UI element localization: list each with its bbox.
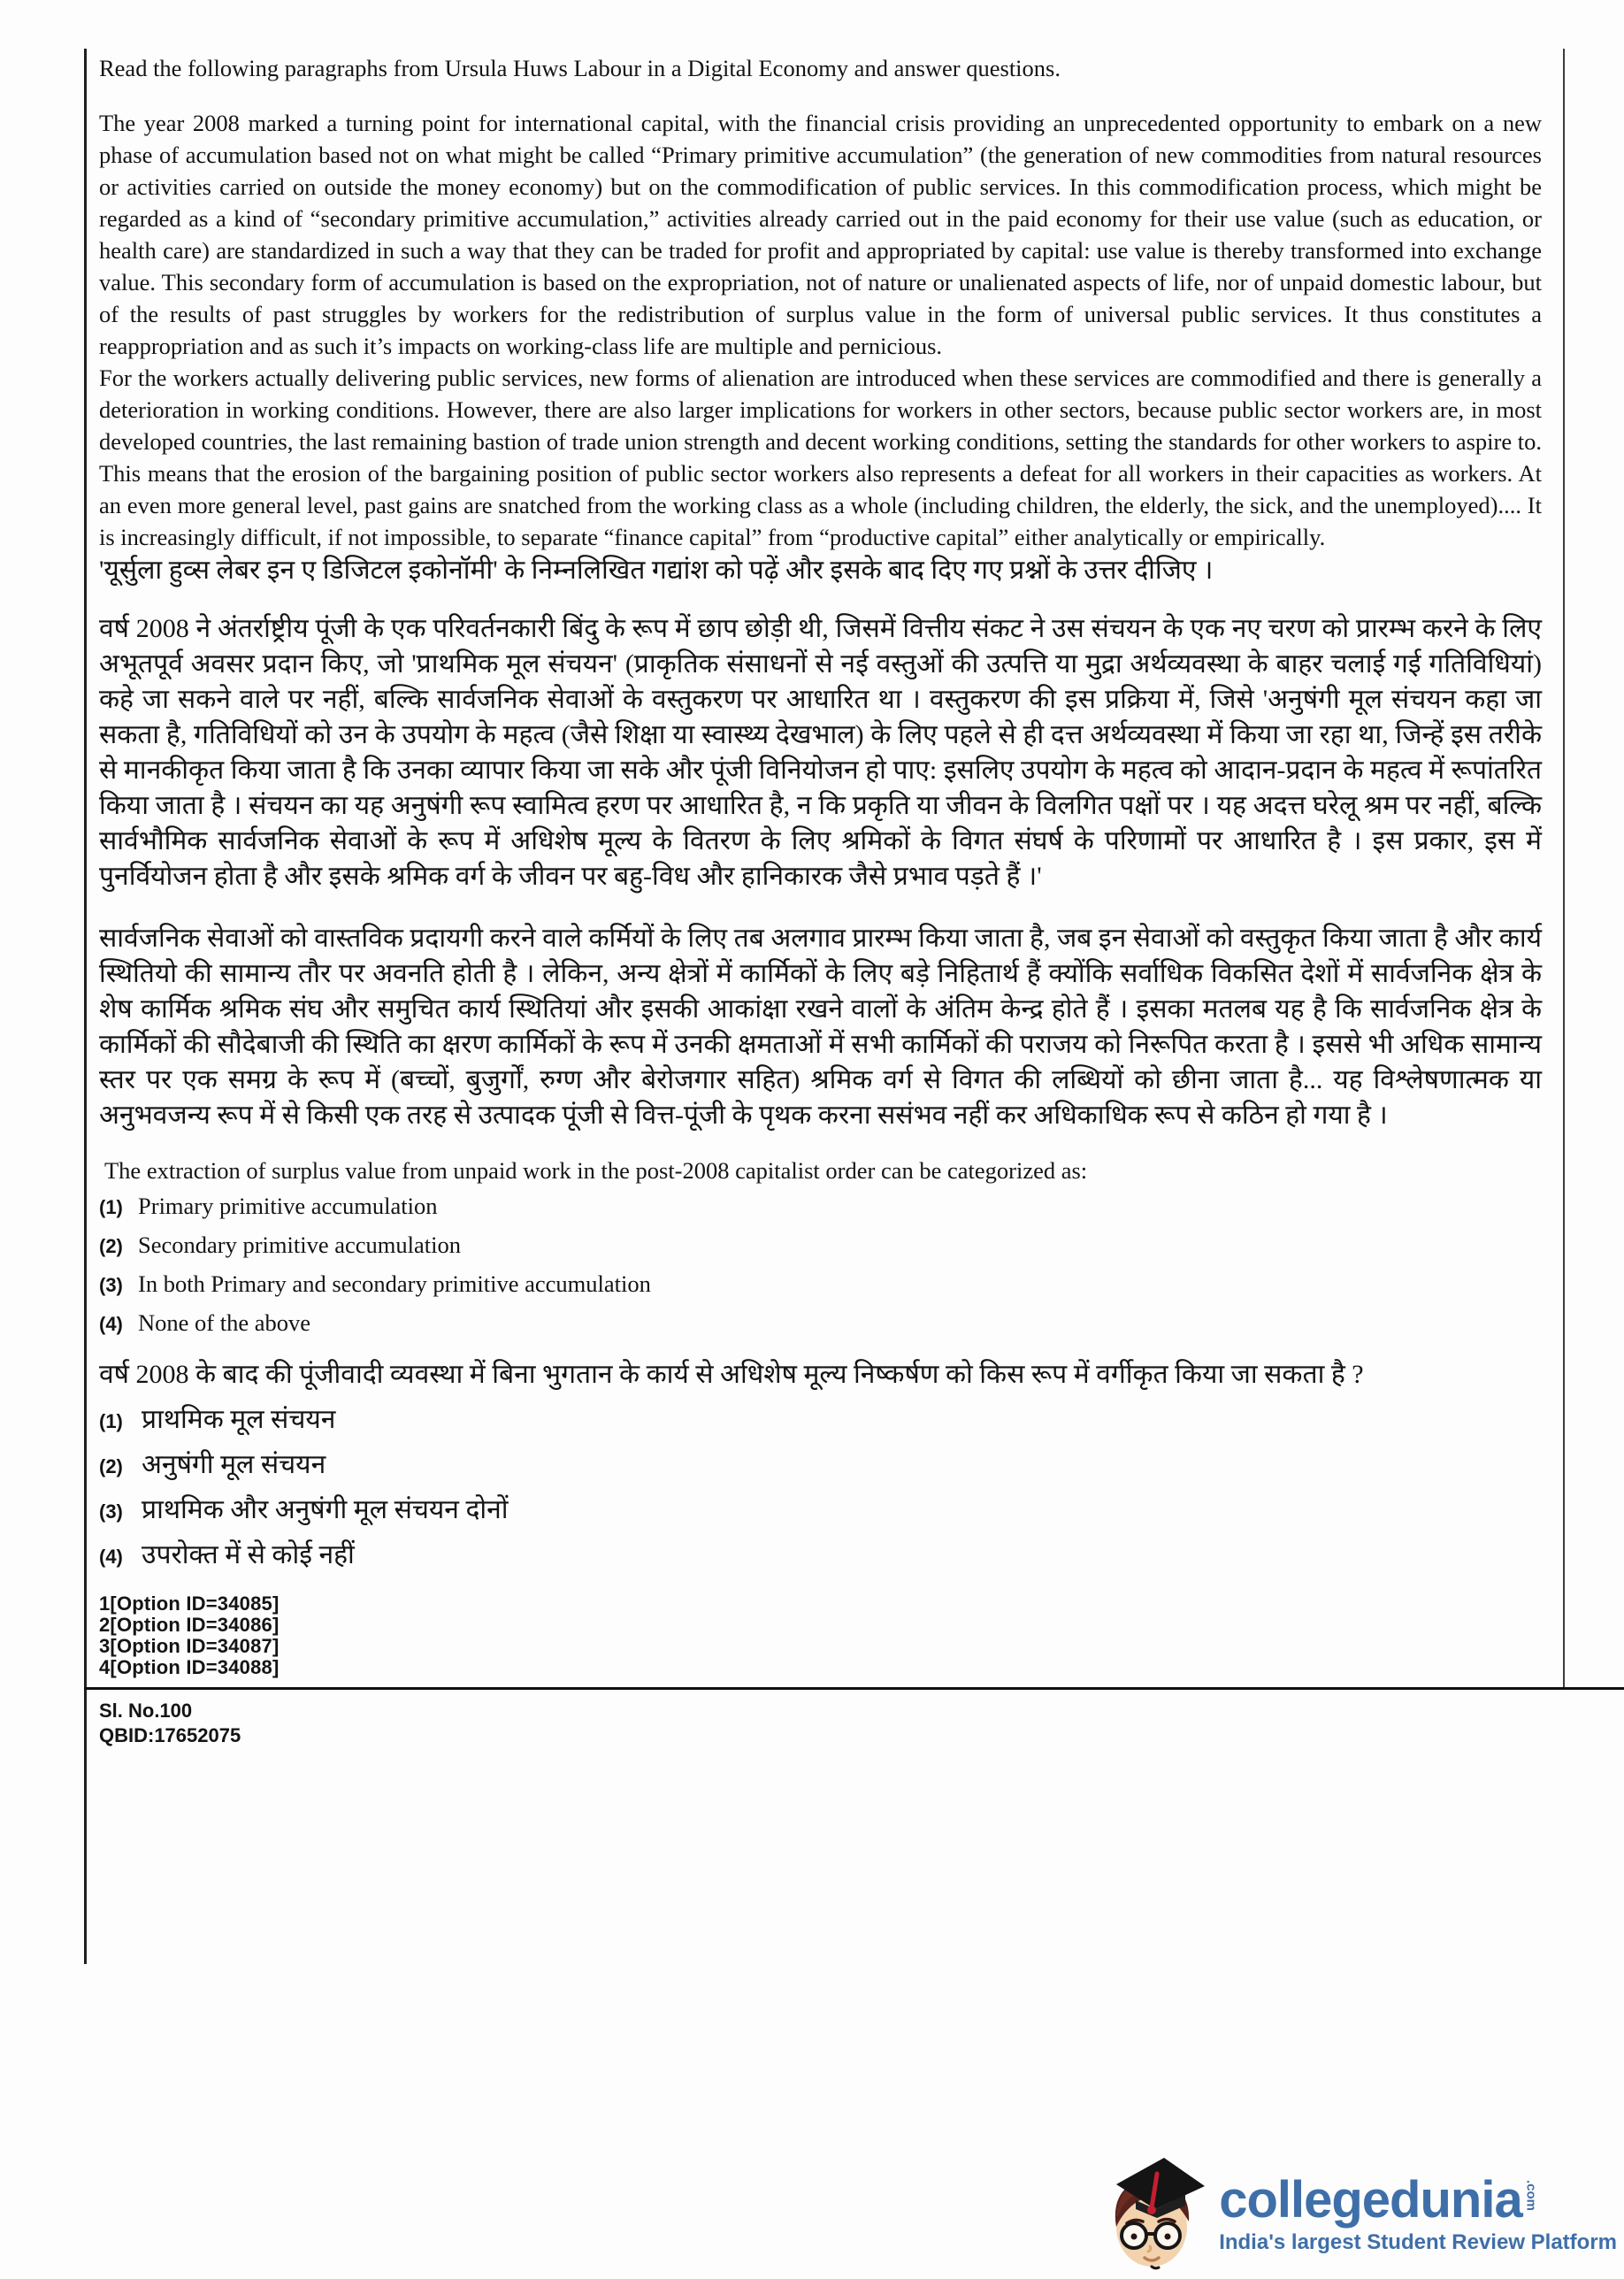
question-meta-block [84,1690,1624,1964]
option-label: None of the above [138,1309,310,1336]
option-number: (4) [99,1546,123,1568]
option-id-line-4: 4[Option ID=34088] [99,1656,280,1678]
option-number: (2) [99,1235,123,1257]
option-label: Secondary primitive accumulation [138,1232,461,1258]
collegedunia-mascot-icon [1100,2154,1210,2275]
english-passage-para1: The year 2008 marked a turning point for international capital, with the financial crisis providing an unprecedented opportunity to embark on a new phase of accumulation based not on what might be called “Primary primitive accumulation” (the generation of new commodities from natural resources or activities carried on outside the money economy) but on the commodification of public services. In this commodification process, which might be regarded as a kind of “secondary primitive accumulation,” activities already carried out in the paid economy for their use value (such as education, or health care) are standardized in such a way that they can be traded for profit and appropriated by capital: use value is thereby transformed into exchange value. This secondary form of accumulation is based on the expropriation, not of nature or unalienated aspects of life, nor of unpaid domestic labour, but of the results of past struggles by workers for the redistribution of surplus value in the form of universal public services. It thus constitutes a reappropriation and as such it’s impacts on working-class life are multiple and pernicious. [99,110,1542,359]
hindi-options-list [99,1403,1542,1572]
question-footer-section [84,1687,1624,1964]
brand-name: collegedunia [1219,2170,1522,2229]
english-options-list [99,1193,1542,1336]
question-text-hindi: वर्ष 2008 के बाद की पूंजीवादी व्यवस्था में बिना भुगतान के कार्य से अधिशेष मूल्य निष्कर्षण को किस रूप में वर्गीकृत किया जा सकता है ? [99,1360,1364,1389]
option-number: (2) [99,1455,123,1477]
option-label: उपरोक्त में से कोई नहीं [142,1540,355,1569]
hindi-passage-para2: सार्वजनिक सेवाओं को वास्तविक प्रदायगी करने वाले कर्मियों के लिए तब अलगाव प्रारम्भ किया जाता है, जब इन सेवाओं को वस्तुकृत किया जाता है और कार्य स्थितियो की सामान्य तौर पर अवनति होती है । लेकिन, अन्य क्षेत्रों में कार्मिकों के लिए बड़े निहितार्थ हैं क्योंकि सर्वाधिक विकसित देशों में सार्वजनिक क्षेत्र के शेष कार्मिक श्रमिक संघ और समुचित कार्य स्थितियां और इसकी आकांक्षा रखने वालों के अंतिम केन्द्र होते हैं । इसका मतलब यह है कि सार्वजनिक क्षेत्र के कार्मिकों की सौदेबाजी की स्थिति का क्षरण कार्मिकों के रूप में उनकी क्षमताओं में सभी कार्मिकों की पराजय को निरूपित करता है । इससे भी अधिक सामान्य स्तर पर एक समग्र के रूप में (बच्चों, बुजुर्गों, रुग्ण और बेरोजगार सहित) श्रमिक वर्ग से विगत की लब्धियों को छीना जाता है... यह विश्लेषणात्मक या अनुभवजन्य रूप में से किसी एक तरह से उत्पादक पूंजी से वित्त-पूंजी के पृथक करना ससंभव नहीं कर अधिकाधिक रूप से कठिन हो गया है । [99,924,1542,1130]
option-row-hi-4 [99,1539,1542,1572]
hindi-passage-para1: वर्ष 2008 ने अंतर्राष्ट्रीय पूंजी के एक परिवर्तनकारी बिंदु के रूप में छाप छोड़ी थी, जिसमें वित्तीय संकट ने उस संचयन के एक नए चरण को प्रारम्भ करने के लिए अभूतपूर्व अवसर प्रदान किए, जो 'प्राथमिक मूल संचयन' (प्राकृतिक संसाधनों से नई वस्तुओं की उत्पत्ति या मुद्रा अर्थव्यवस्था के बाहर चलाई गई गतिविधियां) कहे जा सकने वाले पर नहीं, बल्कि सार्वजनिक सेवाओं के वस्तुकरण पर आधारित था । वस्तुकरण की इस प्रक्रिया में, जिसे 'अनुषंगी मूल संचयन कहा जा सकता है, गतिविधियों को उन के उपयोग के महत्व (जैसे शिक्षा या स्वास्थ्य देखभाल) के लिए पहले से ही दत्त अर्थव्यवस्था में किया जा रहा था, जिन्हें इस तरीके से मानकीकृत किया जाता है कि उनका व्यापार किया जा सके और पूंजी विनियोजन हो पाए: इसलिए उपयोग के महत्व को आदान-प्रदान के महत्व में रूपांतरित किया जाता है । संचयन का यह अनुषंगी रूप स्वामित्व हरण पर आधारित है, न कि प्रकृति या जीवन के विलगित पक्षों पर । यह अदत्त घरेलू श्रम पर नहीं, बल्कि सार्वभौमिक सार्वजनिक सेवाओं के रूप में अधिशेष मूल्य के वितरण के लिए श्रमिकों के विगत संघर्ष के परिणामों पर आधारित है । इस प्रकार, इस में पुनर्वियोजन होता है और इसके श्रमिक वर्ग के जीवन पर बहु-विध और हानिकारक जैसे प्रभाव पड़ते हैं ।' [99,614,1542,891]
brand-text-block [1219,2170,1617,2256]
brand-tld: .com [1523,2179,1539,2211]
serial-number: Sl. No.100 [99,1700,193,1722]
question-text-english: The extraction of surplus value from unpaid work in the post-2008 capitalist order can be categorized as: [104,1157,1088,1184]
option-row-en-3 [99,1271,1542,1297]
option-label: प्राथमिक मूल संचयन [142,1405,336,1434]
option-id-block [99,1593,1542,1678]
qbid: QBID:17652075 [99,1724,241,1746]
option-row-en-4 [99,1310,1542,1336]
option-id-line-3: 3[Option ID=34087] [99,1635,280,1657]
option-number: (1) [99,1410,123,1432]
option-label: अनुषंगी मूल संचयन [142,1450,326,1479]
option-label: Primary primitive accumulation [138,1193,438,1219]
instruction-text: Read the following paragraphs from Ursula Huws Labour in a Digital Economy and answer questions. [99,55,1061,81]
option-label: In both Primary and secondary primitive accumulation [138,1270,651,1297]
option-number: (3) [99,1274,123,1296]
option-id-line-1: 1[Option ID=34085] [99,1592,280,1615]
english-passage-para2: For the workers actually delivering public services, new forms of alienation are introduced when these services are commodified and there is generally a deterioration in working conditions. However, there are also larger implications for workers in other sectors, because public sector workers are, in most developed countries, the last remaining bastion of trade union strength and decent working conditions, setting the standards for other workers to aspire to. This means that the erosion of the bargaining position of public sector workers also represents a defeat for all workers in their capacities as workers. At an even more general level, past gains are snatched from the working class as a whole (including children, the elderly, the sick, and the unemployed).... It is increasingly difficult, if not impossible, to separate “finance capital” from “productive capital” either analytically or empirically. [99,364,1542,550]
hindi-instruction-text: 'यूर्सुला हुव्स लेबर इन ए डिजिटल इकोनॉमी' के निम्नलिखित गद्यांश को पढ़ें और इसके बाद दिए गए प्रश्नों के उत्तर दीजिए । [99,556,1214,585]
option-label: प्राथमिक और अनुषंगी मूल संचयन दोनों [142,1495,509,1524]
option-number: (3) [99,1500,123,1523]
option-row-en-2 [99,1232,1542,1258]
option-row-hi-1 [99,1403,1542,1437]
collegedunia-watermark [1100,2154,1617,2275]
brand-tagline: India's largest Student Review Platform [1219,2229,1617,2254]
option-row-en-1 [99,1193,1542,1219]
option-number: (1) [99,1196,123,1218]
question-block [84,49,1565,1687]
option-id-line-2: 2[Option ID=34086] [99,1614,280,1636]
option-number: (4) [99,1313,123,1335]
option-row-hi-3 [99,1493,1542,1527]
option-row-hi-2 [99,1448,1542,1482]
